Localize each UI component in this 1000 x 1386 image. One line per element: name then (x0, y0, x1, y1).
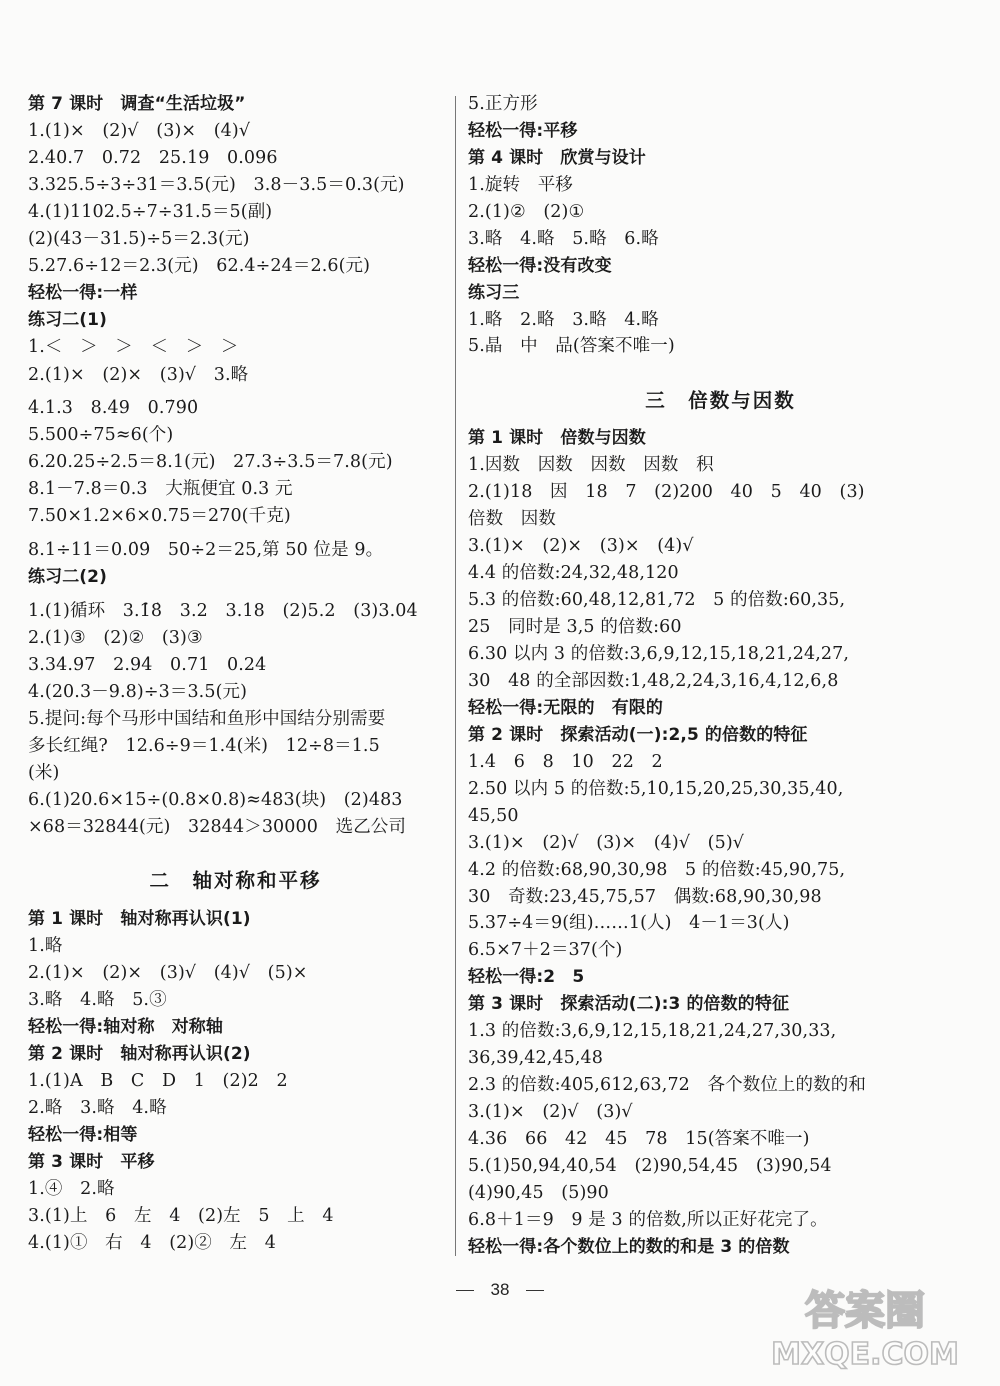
subheading: 第 3 课时 平移 (28, 1152, 155, 1172)
answer-line: 8.1÷11＝0.0̇9̇ 50÷2＝25,第 50 位是 9。 (28, 540, 384, 560)
answer-line: 7.50×1.2×6×0.75＝270(千克) (28, 506, 291, 526)
answer-line: 3.(1)× (2)× (3)× (4)√ (468, 536, 694, 556)
answer-line: 多长红绳? 12.6÷9＝1.4(米) 12÷8＝1.5 (28, 736, 380, 756)
answer-line: 6.5×7＋2＝37(个) (468, 940, 623, 960)
subheading: 第 1 课时 倍数与因数 (468, 428, 646, 448)
answer-line: 45,50 (468, 806, 519, 826)
subheading: 轻松一得:无限的 有限的 (468, 698, 663, 718)
answer-line: 1.略 (28, 936, 63, 956)
footer-dash-right (526, 1290, 544, 1291)
answer-line: 2.(1)③ (2)② (3)③ (28, 628, 203, 648)
watermark-logo (750, 1272, 980, 1372)
section-heading: 三 倍数与因数 (645, 389, 796, 412)
answer-line: 1.(1)循环 3.1̇8̇ 3.2 3.18 (2)5.2 (3)3.04 (28, 601, 418, 621)
answer-line: 1.3 的倍数:3,6,9,12,15,18,21,24,27,30,33, (468, 1021, 837, 1041)
footer-dash-left (456, 1290, 474, 1291)
page-number: 38 (490, 1280, 510, 1299)
answer-line: 8.1－7.8＝0.3 大瓶便宜 0.3 元 (28, 479, 293, 499)
answer-line: (4)90,45 (5)90 (468, 1183, 609, 1203)
answer-line: 2.略 3.略 4.略 (28, 1098, 167, 1118)
answer-line: 4.1.3 8.49 0.7̇9̇0̇ (28, 398, 199, 418)
subheading: 轻松一得:2 5 (468, 967, 585, 987)
watermark-top-text: 答案圈 (805, 1288, 925, 1334)
answer-line: 5.(1)50,94,40,54 (2)90,54,45 (3)90,54 (468, 1156, 832, 1176)
answer-line: 1.④ 2.略 (28, 1179, 115, 1199)
subheading: 轻松一得:一样 (28, 283, 138, 303)
answer-line: 30 奇数:23,45,75,57 偶数:68,90,30,98 (468, 887, 822, 907)
answer-line: 1.＜ ＞ ＞ ＜ ＞ ＞ (28, 337, 239, 357)
answer-line: 1.旋转 平移 (468, 175, 573, 195)
answer-line: 4.(1)① 右 4 (2)② 左 4 (28, 1233, 276, 1253)
section-heading: 二 轴对称和平移 (149, 869, 322, 892)
answer-line: 6.30 以内 3 的倍数:3,6,9,12,15,18,21,24,27, (468, 644, 850, 664)
answer-line: 1.(1)× (2)√ (3)× (4)√ (28, 121, 251, 141)
subheading: 第 7 课时 调查“生活垃圾” (28, 94, 246, 114)
answer-line: 5.3 的倍数:60,48,12,81,72 5 的倍数:60,35, (468, 590, 846, 610)
answer-line: 3.略 4.略 5.略 6.略 (468, 229, 659, 249)
subheading: 第 3 课时 探索活动(二):3 的倍数的特征 (468, 994, 790, 1014)
answer-line: 1.略 2.略 3.略 4.略 (468, 310, 659, 330)
answer-line: 2.(1)18 因 18 7 (2)200 40 5 40 (3) (468, 482, 865, 502)
answer-line: 1.(1)A B C D 1 (2)2 2 (28, 1071, 288, 1091)
answer-line: 2.(1)× (2)× (3)√ (4)√ (5)× (28, 963, 308, 983)
answer-line: ×68＝32844(元) 32844＞30000 选乙公司 (28, 817, 406, 837)
answer-line: 4.36 66 42 45 78 15(答案不唯一) (468, 1129, 810, 1149)
answer-line: 6.8＋1＝9 9 是 3 的倍数,所以正好花完了。 (468, 1210, 828, 1230)
answer-line: 5.正方形 (468, 94, 538, 114)
answer-line: 5.提问:每个马形中国结和鱼形中国结分别需要 (28, 709, 386, 729)
subheading: 轻松一得:没有改变 (468, 256, 612, 276)
answer-line: 2.50 以内 5 的倍数:5,10,15,20,25,30,35,40, (468, 779, 844, 799)
answer-line: 倍数 因数 (468, 509, 556, 529)
answer-line: 2.40.7 0.72 25.19 0.096 (28, 148, 278, 168)
answer-line: 3.(1)× (2)√ (3)× (4)√ (5)√ (468, 833, 745, 853)
answer-line: 4.2 的倍数:68,90,30,98 5 的倍数:45,90,75, (468, 860, 846, 880)
answer-line: 4.(20.3－9.8)÷3＝3.5(元) (28, 682, 248, 702)
subheading: 第 1 课时 轴对称再认识(1) (28, 909, 251, 929)
subheading: 第 2 课时 探索活动(一):2,5 的倍数的特征 (468, 725, 808, 745)
answer-line: 4.(1)1102.5÷7÷31.5＝5(副) (28, 202, 273, 222)
subheading: 第 4 课时 欣赏与设计 (468, 148, 646, 168)
subheading: 轻松一得:平移 (468, 121, 578, 141)
answer-line: 2.(1)② (2)① (468, 202, 585, 222)
subheading: 练习二(1) (28, 310, 107, 330)
answer-line: 3.325.5÷3÷31＝3.5(元) 3.8－3.5＝0.3(元) (28, 175, 405, 195)
answer-line: (2)(43－31.5)÷5＝2.3(元) (28, 229, 250, 249)
answer-line: 1.4 6 8 10 22 2 (468, 752, 663, 772)
answer-line: 2.(1)× (2)× (3)√ 3.略 (28, 365, 249, 385)
subheading: 轻松一得:相等 (28, 1125, 138, 1145)
answer-line: 5.37÷4＝9(组)……1(人) 4－1＝3(人) (468, 913, 790, 933)
subheading: 第 2 课时 轴对称再认识(2) (28, 1044, 251, 1064)
answer-line: 3.(1)× (2)√ (3)√ (468, 1102, 633, 1122)
subheading: 轻松一得:各个数位上的数的和是 3 的倍数 (468, 1237, 790, 1257)
subheading: 轻松一得:轴对称 对称轴 (28, 1017, 223, 1037)
answer-line: 5.500÷75≈6(个) (28, 425, 174, 445)
answer-line: 3.略 4.略 5.③ (28, 990, 167, 1010)
answer-line: 1.因数 因数 因数 因数 积 (468, 455, 714, 475)
subheading: 练习三 (468, 283, 520, 303)
answer-line: 6.(1)20.6×15÷(0.8×0.8)≈483(块) (2)483 (28, 790, 403, 810)
answer-line: 30 48 的全部因数:1,48,2,24,3,16,4,12,6,8 (468, 671, 839, 691)
answer-line: 3.(1)上 6 左 4 (2)左 5 上 4 (28, 1206, 334, 1226)
answer-line: 25 同时是 3,5 的倍数:60 (468, 617, 682, 637)
answer-line: 2.3 的倍数:405,612,63,72 各个数位上的数的和 (468, 1075, 866, 1095)
answer-line: 4.4 的倍数:24,32,48,120 (468, 563, 679, 583)
subheading: 练习二(2) (28, 567, 107, 587)
answer-line: 3.34.97 2.94 0.71 0.24 (28, 655, 267, 675)
answer-line: 5.27.6÷12＝2.3(元) 62.4÷24＝2.6(元) (28, 256, 371, 276)
answer-line: 36,39,42,45,48 (468, 1048, 603, 1068)
answer-line: 6.20.25÷2.5＝8.1(元) 27.3÷3.5＝7.8(元) (28, 452, 393, 472)
answer-line: 5.晶 中 品(答案不唯一) (468, 336, 675, 356)
watermark-bottom-text: MXQE.COM (771, 1337, 959, 1372)
column-divider (455, 96, 456, 1256)
answer-line: (米) (28, 763, 60, 783)
